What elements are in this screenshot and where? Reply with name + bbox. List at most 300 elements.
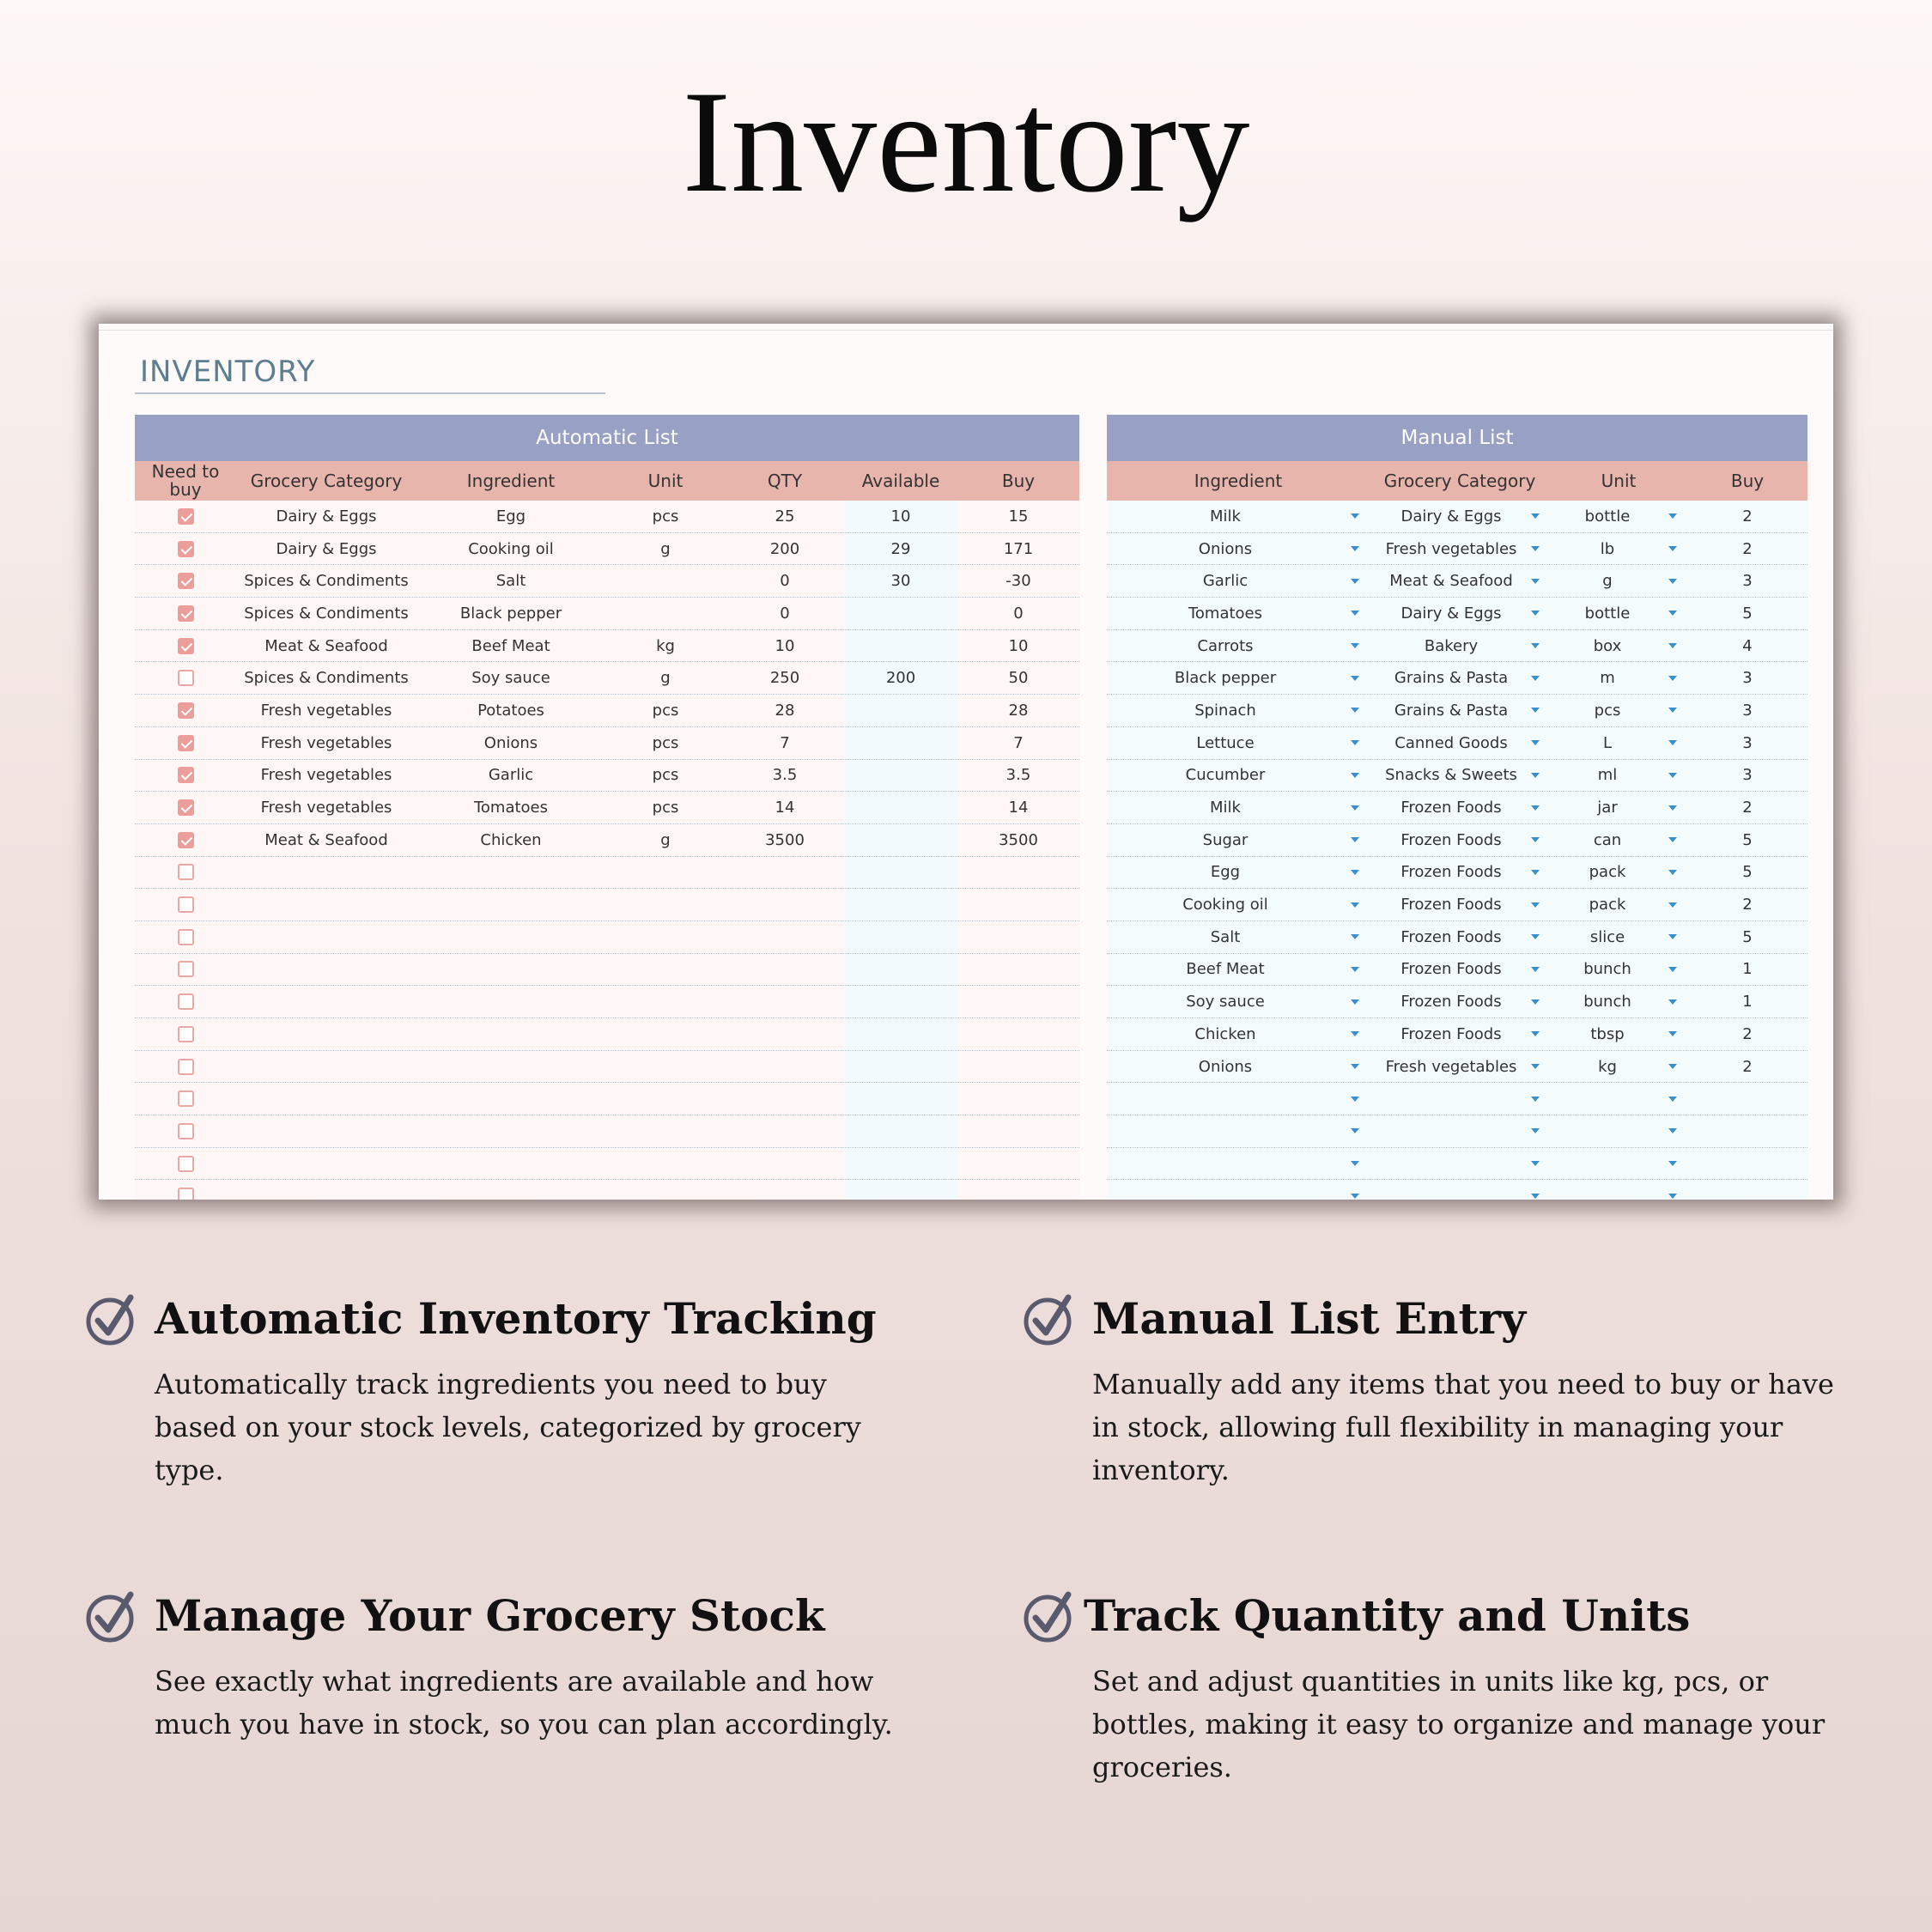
buy-cell[interactable]: [1687, 824, 1807, 856]
dropdown-arrow-icon[interactable]: [1531, 643, 1540, 648]
ingredient-cell[interactable]: [1107, 1115, 1370, 1147]
dropdown-arrow-icon[interactable]: [1351, 870, 1359, 875]
buy-cell[interactable]: [1687, 662, 1807, 694]
buy-cell[interactable]: 3500: [957, 824, 1079, 856]
dropdown-arrow-icon[interactable]: [1531, 999, 1540, 1005]
dropdown-arrow-icon[interactable]: [1668, 837, 1677, 842]
buy-cell[interactable]: [1687, 1148, 1807, 1180]
category-cell[interactable]: Spices & Condiments: [236, 662, 416, 694]
buy-cell[interactable]: [1687, 1051, 1807, 1083]
dropdown-arrow-icon[interactable]: [1668, 513, 1677, 519]
buy-cell[interactable]: 171: [957, 533, 1079, 565]
ingredient-cell[interactable]: Soy sauce: [416, 662, 605, 694]
qty-cell[interactable]: 10: [726, 630, 844, 662]
available-cell[interactable]: [844, 695, 957, 726]
qty-cell[interactable]: 0: [726, 598, 844, 629]
need-to-buy-checkbox[interactable]: [178, 961, 194, 977]
ingredient-cell[interactable]: [416, 921, 605, 953]
ingredient-cell[interactable]: [1107, 824, 1370, 856]
ingredient-cell[interactable]: [416, 857, 605, 889]
need-to-buy-checkbox[interactable]: [178, 767, 194, 783]
dropdown-arrow-icon[interactable]: [1351, 1161, 1359, 1166]
dropdown-arrow-icon[interactable]: [1668, 708, 1677, 713]
category-cell[interactable]: [236, 1018, 416, 1050]
buy-cell[interactable]: [957, 1083, 1079, 1115]
unit-cell[interactable]: [1550, 986, 1687, 1018]
unit-cell[interactable]: pcs: [605, 727, 726, 759]
category-cell[interactable]: [1370, 695, 1550, 726]
buy-cell[interactable]: [1687, 533, 1807, 565]
unit-cell[interactable]: [1550, 533, 1687, 565]
buy-cell[interactable]: [1687, 857, 1807, 889]
dropdown-arrow-icon[interactable]: [1351, 740, 1359, 745]
category-cell[interactable]: [1370, 857, 1550, 889]
ingredient-cell[interactable]: Onions: [416, 727, 605, 759]
ingredient-cell[interactable]: [416, 1083, 605, 1115]
ingredient-cell[interactable]: [1107, 857, 1370, 889]
buy-cell[interactable]: [1687, 986, 1807, 1018]
ingredient-cell[interactable]: Garlic: [416, 760, 605, 792]
need-to-buy-checkbox[interactable]: [178, 929, 194, 945]
dropdown-arrow-icon[interactable]: [1351, 1097, 1359, 1102]
need-to-buy-checkbox[interactable]: [178, 638, 194, 654]
category-cell[interactable]: [1370, 630, 1550, 662]
dropdown-arrow-icon[interactable]: [1351, 708, 1359, 713]
ingredient-cell[interactable]: Cooking oil: [416, 533, 605, 565]
dropdown-arrow-icon[interactable]: [1531, 773, 1540, 778]
available-cell[interactable]: [844, 1115, 957, 1147]
category-cell[interactable]: Fresh vegetables: [236, 695, 416, 726]
ingredient-cell[interactable]: [416, 1148, 605, 1180]
buy-cell[interactable]: 3.5: [957, 760, 1079, 792]
buy-cell[interactable]: [1687, 1018, 1807, 1050]
category-cell[interactable]: [1370, 1180, 1550, 1200]
unit-cell[interactable]: [605, 857, 726, 889]
dropdown-arrow-icon[interactable]: [1668, 676, 1677, 681]
dropdown-arrow-icon[interactable]: [1351, 1194, 1359, 1199]
buy-cell[interactable]: [1687, 501, 1807, 532]
qty-cell[interactable]: 250: [726, 662, 844, 694]
available-cell[interactable]: [844, 889, 957, 920]
dropdown-arrow-icon[interactable]: [1531, 1097, 1540, 1102]
dropdown-arrow-icon[interactable]: [1668, 1031, 1677, 1036]
buy-cell[interactable]: [1687, 727, 1807, 759]
category-cell[interactable]: Fresh vegetables: [236, 760, 416, 792]
dropdown-arrow-icon[interactable]: [1351, 1064, 1359, 1069]
ingredient-cell[interactable]: [1107, 792, 1370, 823]
category-cell[interactable]: [236, 986, 416, 1018]
category-cell[interactable]: [1370, 1148, 1550, 1180]
available-cell[interactable]: [844, 1083, 957, 1115]
unit-cell[interactable]: [1550, 598, 1687, 629]
dropdown-arrow-icon[interactable]: [1531, 546, 1540, 551]
buy-cell[interactable]: 15: [957, 501, 1079, 532]
dropdown-arrow-icon[interactable]: [1351, 579, 1359, 584]
dropdown-arrow-icon[interactable]: [1668, 1064, 1677, 1069]
dropdown-arrow-icon[interactable]: [1531, 1194, 1540, 1199]
dropdown-arrow-icon[interactable]: [1351, 934, 1359, 939]
dropdown-arrow-icon[interactable]: [1351, 967, 1359, 972]
dropdown-arrow-icon[interactable]: [1668, 546, 1677, 551]
unit-cell[interactable]: [1550, 1115, 1687, 1147]
qty-cell[interactable]: 14: [726, 792, 844, 823]
unit-cell[interactable]: [605, 1180, 726, 1200]
available-cell[interactable]: 30: [844, 565, 957, 597]
need-to-buy-checkbox[interactable]: [178, 1156, 194, 1172]
unit-cell[interactable]: [605, 921, 726, 953]
unit-cell[interactable]: [605, 1148, 726, 1180]
ingredient-cell[interactable]: Black pepper: [416, 598, 605, 629]
dropdown-arrow-icon[interactable]: [1351, 1031, 1359, 1036]
ingredient-cell[interactable]: [1107, 565, 1370, 597]
category-cell[interactable]: [236, 1051, 416, 1083]
category-cell[interactable]: [236, 1115, 416, 1147]
category-cell[interactable]: [1370, 662, 1550, 694]
category-cell[interactable]: [236, 1148, 416, 1180]
need-to-buy-checkbox[interactable]: [178, 541, 194, 557]
qty-cell[interactable]: [726, 1115, 844, 1147]
available-cell[interactable]: [844, 1051, 957, 1083]
qty-cell[interactable]: [726, 1083, 844, 1115]
unit-cell[interactable]: [605, 1051, 726, 1083]
buy-cell[interactable]: [1687, 565, 1807, 597]
buy-cell[interactable]: [1687, 598, 1807, 629]
dropdown-arrow-icon[interactable]: [1668, 643, 1677, 648]
unit-cell[interactable]: [1550, 921, 1687, 953]
available-cell[interactable]: 10: [844, 501, 957, 532]
need-to-buy-checkbox[interactable]: [178, 605, 194, 622]
ingredient-cell[interactable]: [1107, 1148, 1370, 1180]
ingredient-cell[interactable]: [1107, 954, 1370, 986]
buy-cell[interactable]: [1687, 889, 1807, 920]
available-cell[interactable]: 200: [844, 662, 957, 694]
ingredient-cell[interactable]: [1107, 1180, 1370, 1200]
buy-cell[interactable]: 28: [957, 695, 1079, 726]
dropdown-arrow-icon[interactable]: [1668, 934, 1677, 939]
need-to-buy-checkbox[interactable]: [178, 1026, 194, 1042]
unit-cell[interactable]: [1550, 1083, 1687, 1115]
buy-cell[interactable]: [1687, 760, 1807, 792]
unit-cell[interactable]: [1550, 695, 1687, 726]
need-to-buy-checkbox[interactable]: [178, 702, 194, 719]
dropdown-arrow-icon[interactable]: [1531, 967, 1540, 972]
unit-cell[interactable]: [605, 598, 726, 629]
unit-cell[interactable]: pcs: [605, 695, 726, 726]
ingredient-cell[interactable]: [1107, 533, 1370, 565]
qty-cell[interactable]: [726, 1018, 844, 1050]
unit-cell[interactable]: pcs: [605, 760, 726, 792]
dropdown-arrow-icon[interactable]: [1531, 870, 1540, 875]
need-to-buy-checkbox[interactable]: [178, 864, 194, 880]
dropdown-arrow-icon[interactable]: [1668, 1097, 1677, 1102]
dropdown-arrow-icon[interactable]: [1668, 870, 1677, 875]
buy-cell[interactable]: [1687, 792, 1807, 823]
buy-cell[interactable]: [957, 954, 1079, 986]
category-cell[interactable]: Meat & Seafood: [236, 824, 416, 856]
qty-cell[interactable]: 7: [726, 727, 844, 759]
category-cell[interactable]: [1370, 986, 1550, 1018]
need-to-buy-checkbox[interactable]: [178, 1091, 194, 1107]
dropdown-arrow-icon[interactable]: [1351, 546, 1359, 551]
unit-cell[interactable]: [1550, 501, 1687, 532]
ingredient-cell[interactable]: [416, 1115, 605, 1147]
ingredient-cell[interactable]: [1107, 727, 1370, 759]
category-cell[interactable]: [1370, 824, 1550, 856]
buy-cell[interactable]: 7: [957, 727, 1079, 759]
ingredient-cell[interactable]: [1107, 630, 1370, 662]
ingredient-cell[interactable]: [1107, 889, 1370, 920]
dropdown-arrow-icon[interactable]: [1668, 740, 1677, 745]
dropdown-arrow-icon[interactable]: [1351, 676, 1359, 681]
qty-cell[interactable]: [726, 954, 844, 986]
available-cell[interactable]: [844, 986, 957, 1018]
dropdown-arrow-icon[interactable]: [1531, 902, 1540, 908]
need-to-buy-checkbox[interactable]: [178, 735, 194, 751]
dropdown-arrow-icon[interactable]: [1668, 902, 1677, 908]
qty-cell[interactable]: 25: [726, 501, 844, 532]
category-cell[interactable]: [1370, 1115, 1550, 1147]
unit-cell[interactable]: [1550, 1018, 1687, 1050]
need-to-buy-checkbox[interactable]: [178, 1188, 194, 1200]
category-cell[interactable]: Fresh vegetables: [236, 727, 416, 759]
unit-cell[interactable]: [1550, 760, 1687, 792]
unit-cell[interactable]: [605, 986, 726, 1018]
qty-cell[interactable]: 28: [726, 695, 844, 726]
buy-cell[interactable]: [1687, 630, 1807, 662]
dropdown-arrow-icon[interactable]: [1351, 643, 1359, 648]
available-cell[interactable]: [844, 857, 957, 889]
dropdown-arrow-icon[interactable]: [1531, 1128, 1540, 1133]
unit-cell[interactable]: g: [605, 662, 726, 694]
category-cell[interactable]: [1370, 760, 1550, 792]
qty-cell[interactable]: [726, 1148, 844, 1180]
dropdown-arrow-icon[interactable]: [1668, 579, 1677, 584]
available-cell[interactable]: [844, 630, 957, 662]
available-cell[interactable]: [844, 792, 957, 823]
dropdown-arrow-icon[interactable]: [1531, 579, 1540, 584]
category-cell[interactable]: [1370, 1083, 1550, 1115]
unit-cell[interactable]: [605, 889, 726, 920]
buy-cell[interactable]: [1687, 1180, 1807, 1200]
dropdown-arrow-icon[interactable]: [1531, 676, 1540, 681]
buy-cell[interactable]: [957, 921, 1079, 953]
ingredient-cell[interactable]: [1107, 1018, 1370, 1050]
qty-cell[interactable]: 0: [726, 565, 844, 597]
ingredient-cell[interactable]: Tomatoes: [416, 792, 605, 823]
dropdown-arrow-icon[interactable]: [1668, 1128, 1677, 1133]
dropdown-arrow-icon[interactable]: [1531, 1031, 1540, 1036]
dropdown-arrow-icon[interactable]: [1668, 805, 1677, 811]
unit-cell[interactable]: g: [605, 824, 726, 856]
category-cell[interactable]: [1370, 533, 1550, 565]
category-cell[interactable]: [1370, 727, 1550, 759]
unit-cell[interactable]: pcs: [605, 792, 726, 823]
available-cell[interactable]: [844, 727, 957, 759]
dropdown-arrow-icon[interactable]: [1351, 1128, 1359, 1133]
ingredient-cell[interactable]: [416, 1051, 605, 1083]
unit-cell[interactable]: g: [605, 533, 726, 565]
ingredient-cell[interactable]: [1107, 986, 1370, 1018]
ingredient-cell[interactable]: Chicken: [416, 824, 605, 856]
ingredient-cell[interactable]: [416, 889, 605, 920]
ingredient-cell[interactable]: [416, 954, 605, 986]
category-cell[interactable]: [1370, 1051, 1550, 1083]
buy-cell[interactable]: [1687, 1083, 1807, 1115]
buy-cell[interactable]: 50: [957, 662, 1079, 694]
unit-cell[interactable]: [1550, 857, 1687, 889]
dropdown-arrow-icon[interactable]: [1668, 967, 1677, 972]
need-to-buy-checkbox[interactable]: [178, 508, 194, 525]
available-cell[interactable]: [844, 954, 957, 986]
category-cell[interactable]: [236, 889, 416, 920]
need-to-buy-checkbox[interactable]: [178, 1123, 194, 1139]
unit-cell[interactable]: [1550, 889, 1687, 920]
category-cell[interactable]: [1370, 598, 1550, 629]
unit-cell[interactable]: [1550, 792, 1687, 823]
buy-cell[interactable]: -30: [957, 565, 1079, 597]
category-cell[interactable]: [1370, 792, 1550, 823]
unit-cell[interactable]: [1550, 662, 1687, 694]
buy-cell[interactable]: [957, 986, 1079, 1018]
dropdown-arrow-icon[interactable]: [1668, 1161, 1677, 1166]
category-cell[interactable]: [1370, 1018, 1550, 1050]
dropdown-arrow-icon[interactable]: [1531, 513, 1540, 519]
category-cell[interactable]: Meat & Seafood: [236, 630, 416, 662]
unit-cell[interactable]: [605, 954, 726, 986]
buy-cell[interactable]: [1687, 695, 1807, 726]
ingredient-cell[interactable]: [1107, 695, 1370, 726]
dropdown-arrow-icon[interactable]: [1668, 999, 1677, 1005]
unit-cell[interactable]: [605, 1115, 726, 1147]
qty-cell[interactable]: 200: [726, 533, 844, 565]
category-cell[interactable]: [1370, 921, 1550, 953]
ingredient-cell[interactable]: [416, 1180, 605, 1200]
unit-cell[interactable]: [1550, 824, 1687, 856]
dropdown-arrow-icon[interactable]: [1531, 1064, 1540, 1069]
ingredient-cell[interactable]: [1107, 1051, 1370, 1083]
category-cell[interactable]: [1370, 501, 1550, 532]
ingredient-cell[interactable]: Salt: [416, 565, 605, 597]
available-cell[interactable]: [844, 824, 957, 856]
unit-cell[interactable]: [1550, 954, 1687, 986]
ingredient-cell[interactable]: [1107, 921, 1370, 953]
dropdown-arrow-icon[interactable]: [1351, 805, 1359, 811]
buy-cell[interactable]: [1687, 954, 1807, 986]
buy-cell[interactable]: [957, 1018, 1079, 1050]
available-cell[interactable]: [844, 921, 957, 953]
buy-cell[interactable]: 10: [957, 630, 1079, 662]
dropdown-arrow-icon[interactable]: [1531, 740, 1540, 745]
category-cell[interactable]: [236, 857, 416, 889]
qty-cell[interactable]: [726, 921, 844, 953]
dropdown-arrow-icon[interactable]: [1531, 934, 1540, 939]
unit-cell[interactable]: [1550, 565, 1687, 597]
qty-cell[interactable]: [726, 986, 844, 1018]
category-cell[interactable]: Spices & Condiments: [236, 598, 416, 629]
ingredient-cell[interactable]: [1107, 598, 1370, 629]
unit-cell[interactable]: pcs: [605, 501, 726, 532]
ingredient-cell[interactable]: [1107, 760, 1370, 792]
ingredient-cell[interactable]: [416, 1018, 605, 1050]
category-cell[interactable]: Fresh vegetables: [236, 792, 416, 823]
ingredient-cell[interactable]: Beef Meat: [416, 630, 605, 662]
dropdown-arrow-icon[interactable]: [1531, 805, 1540, 811]
unit-cell[interactable]: [605, 1018, 726, 1050]
buy-cell[interactable]: [957, 1115, 1079, 1147]
available-cell[interactable]: [844, 1018, 957, 1050]
unit-cell[interactable]: [1550, 727, 1687, 759]
need-to-buy-checkbox[interactable]: [178, 670, 194, 686]
buy-cell[interactable]: [957, 1148, 1079, 1180]
ingredient-cell[interactable]: [1107, 501, 1370, 532]
available-cell[interactable]: [844, 1180, 957, 1200]
dropdown-arrow-icon[interactable]: [1668, 1194, 1677, 1199]
dropdown-arrow-icon[interactable]: [1531, 611, 1540, 616]
available-cell[interactable]: [844, 598, 957, 629]
qty-cell[interactable]: 3.5: [726, 760, 844, 792]
need-to-buy-checkbox[interactable]: [178, 573, 194, 589]
qty-cell[interactable]: [726, 889, 844, 920]
unit-cell[interactable]: kg: [605, 630, 726, 662]
category-cell[interactable]: [1370, 954, 1550, 986]
category-cell[interactable]: [236, 954, 416, 986]
dropdown-arrow-icon[interactable]: [1351, 999, 1359, 1005]
dropdown-arrow-icon[interactable]: [1668, 773, 1677, 778]
dropdown-arrow-icon[interactable]: [1351, 837, 1359, 842]
available-cell[interactable]: [844, 1148, 957, 1180]
ingredient-cell[interactable]: [1107, 1083, 1370, 1115]
unit-cell[interactable]: [605, 1083, 726, 1115]
category-cell[interactable]: [236, 921, 416, 953]
category-cell[interactable]: Spices & Condiments: [236, 565, 416, 597]
unit-cell[interactable]: [1550, 1148, 1687, 1180]
category-cell[interactable]: [236, 1180, 416, 1200]
dropdown-arrow-icon[interactable]: [1351, 513, 1359, 519]
buy-cell[interactable]: [957, 1180, 1079, 1200]
buy-cell[interactable]: [1687, 1115, 1807, 1147]
qty-cell[interactable]: [726, 857, 844, 889]
dropdown-arrow-icon[interactable]: [1351, 902, 1359, 908]
unit-cell[interactable]: [1550, 1180, 1687, 1200]
dropdown-arrow-icon[interactable]: [1531, 1161, 1540, 1166]
available-cell[interactable]: 29: [844, 533, 957, 565]
need-to-buy-checkbox[interactable]: [178, 799, 194, 816]
category-cell[interactable]: [1370, 565, 1550, 597]
buy-cell[interactable]: 0: [957, 598, 1079, 629]
unit-cell[interactable]: [605, 565, 726, 597]
dropdown-arrow-icon[interactable]: [1531, 837, 1540, 842]
ingredient-cell[interactable]: [416, 986, 605, 1018]
qty-cell[interactable]: [726, 1180, 844, 1200]
ingredient-cell[interactable]: Potatoes: [416, 695, 605, 726]
ingredient-cell[interactable]: [1107, 662, 1370, 694]
dropdown-arrow-icon[interactable]: [1668, 611, 1677, 616]
unit-cell[interactable]: [1550, 1051, 1687, 1083]
dropdown-arrow-icon[interactable]: [1531, 708, 1540, 713]
qty-cell[interactable]: 3500: [726, 824, 844, 856]
need-to-buy-checkbox[interactable]: [178, 1059, 194, 1075]
available-cell[interactable]: [844, 760, 957, 792]
ingredient-cell[interactable]: Egg: [416, 501, 605, 532]
dropdown-arrow-icon[interactable]: [1351, 611, 1359, 616]
buy-cell[interactable]: [957, 1051, 1079, 1083]
buy-cell[interactable]: [957, 889, 1079, 920]
category-cell[interactable]: Dairy & Eggs: [236, 501, 416, 532]
category-cell[interactable]: Dairy & Eggs: [236, 533, 416, 565]
need-to-buy-checkbox[interactable]: [178, 993, 194, 1010]
dropdown-arrow-icon[interactable]: [1351, 773, 1359, 778]
buy-cell[interactable]: 14: [957, 792, 1079, 823]
